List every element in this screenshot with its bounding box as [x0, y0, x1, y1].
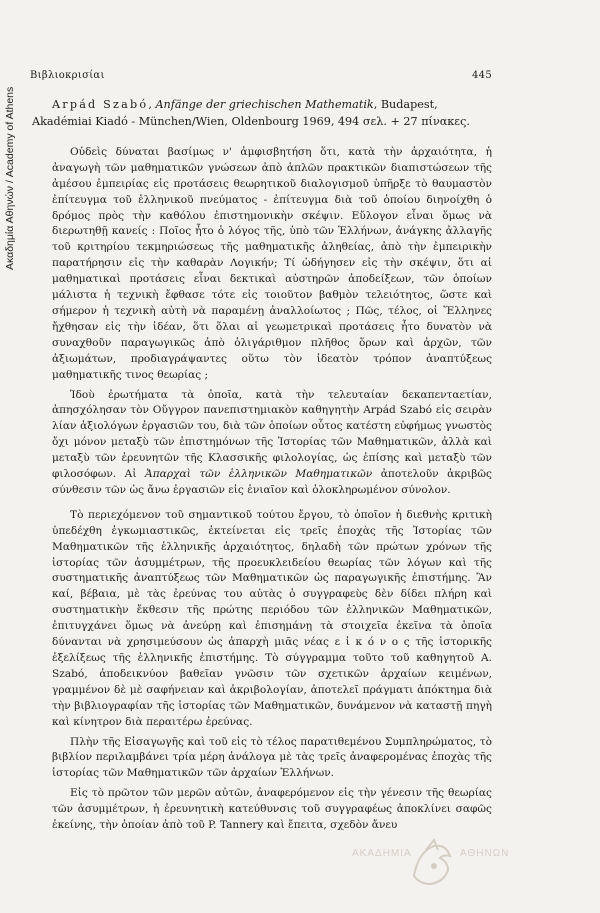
paragraph-5: Εἰς τὸ πρῶτον τῶν μερῶν αὐτῶν, ἀναφερόμενον εἰς τὴν γένεσιν τῆς θεωρίας τῶν ἀσυμμέτρων, ἡ ἐρευνητικὴ κατεύθυνσις τοῦ συγγραφέως ἀποκλίνει σαφῶς ἐκείνης, τὴν ὁποίαν ἀπὸ τοῦ P. Tannery καὶ ἔπειτα, σχεδὸν ἄνευ [52, 787, 492, 832]
paragraph-4: Πλὴν τῆς Εἰσαγωγῆς καὶ τοῦ εἰς τὸ τέλος παρατιθεμένου Συμπληρώματος, τὸ βιβλίον περιλαμβάνει τρία μέρη ἀνάλογα μὲ τὰς τρεῖς ἀναφερομένας ἐποχὰς τῆς ἱστορίας τῶν Μαθηματικῶν τῶν ἀρχαίων Ἑλλήνων. [52, 735, 492, 780]
paragraph-3-spaced-word: ε ἰ κ ό ν ο ς [334, 636, 410, 649]
bibliographic-entry: Arpád Szabó, Anfänge der griechischen Mathematik, Budapest, Akadémiai Kiadó - München/Wien, Oldenbourg 1969, 494 σελ. + 27 πίνακες. [32, 97, 470, 128]
publisher-line-2: Akadémiai Kiadó - München/Wien, Oldenbourg 1969, 494 σελ. + 27 πίνακες. [32, 114, 470, 128]
paragraph-2 [52, 388, 492, 499]
paragraph-3 [52, 508, 492, 731]
running-head-title: Βιβλιοκρισίαι [30, 70, 105, 81]
side-watermark: Ακαδημία Αθηνών / Academy of Athens [4, 86, 16, 270]
paragraph-2-italic-title: Ἀπαρχαὶ τῶν ἑλληνικῶν Μαθηματικῶν [145, 468, 373, 481]
publisher-line-1: , Budapest, [373, 97, 438, 111]
logo-text-right: ΑΘΗΝΩΝ [460, 848, 510, 859]
document-page [30, 68, 492, 843]
running-head [30, 68, 492, 84]
academy-logo [352, 836, 512, 896]
paragraph-3-text: Τὸ περιεχόμενον τοῦ σημαντικοῦ τούτου ἔργου, τὸ ὁποῖον ἡ διεθνὴς κριτικὴ ὑπεδέχθη ἐγκωμιαστικῶς, ἐκτείνεται εἰς τρεῖς ἐποχὰς τῆς Ἱστορίας τῶν Μαθηματικῶν τῆς ἑλληνικῆς ἀρχαιότητος, δηλαδὴ τῶν πρώτων χρόνων τῆς ἱστορίας τῶν ἀσυμμέτρων, τῆς προευκλειδείου θεωρίας τῶν λόγων καὶ τῆς συστηματικῆς ἀναπτύξεως τῶν Μαθηματικῶν ὡς παραγωγικῆς ἐπιστήμης. Ἂν καί, βέβαια, μὲ τὰς ἐρεύνας του αὐτὰς ὁ συγγραφεὺς δὲν δίδει πλήρη καὶ συστηματικὴν ἔκθεσιν τῆς πρώτης περιόδου τῶν ἑλληνικῶν Μαθηματικῶν, ἐπιτυγχάνει ὅμως νὰ ἀνεύρῃ καὶ ἐπισημάνῃ τὰ στοιχεῖα ἐκεῖνα τὰ ὁποῖα δύνανται νὰ χρησιμεύσουν ὡς ἀπαρχὴ μιᾶς νέας [52, 508, 492, 649]
paragraph-3-tail: τῆς ἱστορικῆς ἐξελίξεως τῆς ἑλληνικῆς ἐπιστήμης. Τὸ σύγγραμμα τοῦτο τοῦ καθηγητοῦ A. Szabó, ἀποδεικνύον βαθεῖαν γνῶσιν τῶν σχετικῶν ἀρχαίων κειμένων, γραμμένον δὲ μὲ σαφήνειαν καὶ ἀκριβολογίαν, ἀποτελεῖ πράγματι ἀπόκτημα διὰ τὴν βιβλιογραφίαν τῆς ἱστορίας τῶν Μαθηματικῶν, δυνάμενον νὰ καταστῇ πηγὴ καὶ κίνητρον διὰ περαιτέρω ἐρεύνας. [52, 636, 492, 728]
book-author: Arpád Szabó [52, 97, 149, 111]
paragraph-1: Οὐδεὶς δύναται βασίμως ν' ἀμφισβητήση ὅτι, κατὰ τὴν ἀρχαιότητα, ἡ ἀναγωγὴ τῶν μαθηματικῶν γνώσεων ἀπὸ ἁπλῶν πρακτικῶν διαπιστώσεων τῆς ἀμέσου ἐμπειρίας εἰς προτάσεις θεωρητικοῦ διαλογισμοῦ ὑπῆρξε τὸ θαυμαστὸν ἐπίτευγμα τοῦ ἑλληνικοῦ πνεύματος - ἐπίτευγμα διὰ τοῦ ὁποίου διηνοίχθη ὁ δρόμος πρὸς τὴν καθόλου ἐπιστημονικὴν σκέψιν. Εὔλογον εἶναι ὅμως νὰ διερωτηθῇ κανείς : Ποῖος ἦτο ὁ λόγος τῆς, ὑπὸ τῶν Ἑλλήνων, ἀνάγκης ἀλλαγῆς τοῦ κριτηρίου τεκμηριώσεως τῆς μαθηματικῆς ἀληθείας, ἀπὸ τὴν ἐμπειρικὴν παρατήρησιν εἰς τὴν καθαρὰν Λογικήν; Τί ὡδήγησεν εἰς τὴν σκέψιν, ὅτι αἱ μαθηματικαὶ προτάσεις εἶναι δεκτικαὶ αὐστηρῶν ἀποδείξεων, τῶν ὁποίων μάλιστα ἡ τεχνικὴ ἔφθασε τότε εἰς τοιοῦτον βαθμὸν τελειότητος, ὥστε καὶ σήμερον ἡ τεχνικὴ αὐτὴ νὰ παραμένῃ ἀναλλοίωτος ; Πῶς, τέλος, οἱ Ἕλληνες ἤχθησαν εἰς τὴν ἰδέαν, ὅτι ὅλαι αἱ γεωμετρικαὶ προτάσεις ἦτο δυνατὸν νὰ συναχθοῦν παραγωγικῶς ἀπὸ ὀλιγάριθμον πλῆθος ὅρων καὶ ἀρχῶν, τῶν ἀξιωμάτων, προδιαγράψαντες οὕτω τὸν ἰδεατὸν τρόπον ἀναπτύξεως μαθηματικῆς τινος θεωρίας ; [52, 145, 492, 381]
paragraph-2-tail: ἀποτελοῦν ἀκριβῶς σύνθεσιν τῶν ὡς ἄνω ἐργασιῶν εἰς ἑνιαῖον καὶ ὁλοκληρωμένον σύνολον. [52, 468, 492, 496]
logo-text-left: ΑΚΑΔΗΜΙΑ [352, 848, 412, 859]
book-title: Anfänge der griechischen Mathematik [155, 97, 374, 111]
page-number: 445 [472, 70, 492, 81]
paragraph-2-text: Ἰδοὺ ἐρωτήματα τὰ ὁποῖα, κατὰ τὴν τελευταίαν δεκαπενταετίαν, ἀπησχόλησαν τὸν Οὔγγρον πανεπιστημιακὸν καθηγητὴν Arpád Szabó εἰς σειρὰν λίαν ἀξιολόγων ἐργασιῶν του, διὰ τῶν ὁποίων οὗτος κατέστη εὐφήμως γνωστὸς ὄχι μόνον μεταξὺ τῶν ἐπιστημόνων τῆς Ἱστορίας τῶν Μαθηματικῶν, ἀλλὰ καὶ μεταξὺ τῶν ἐρευνητῶν τῆς Κλασσικῆς φιλολογίας, ὡς ἐπίσης καὶ μεταξὺ τῶν φιλοσόφων. Αἱ [52, 388, 492, 481]
athena-head-icon [404, 836, 460, 892]
